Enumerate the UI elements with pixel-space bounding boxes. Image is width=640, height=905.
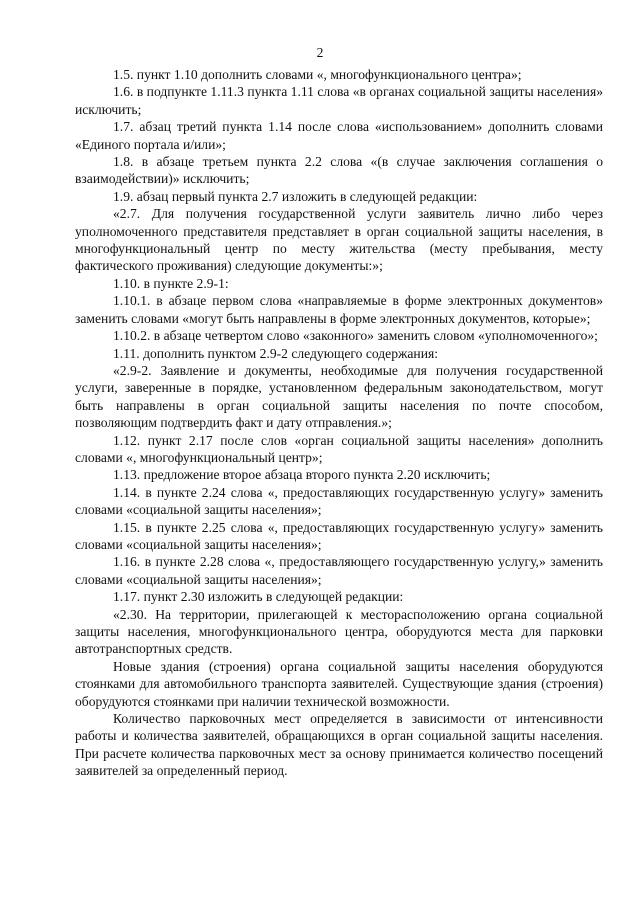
paragraph: 1.10.1. в абзаце первом слова «направляемые в форме электронных документов» заменить словами «могут быть направлены в форме электронных документов, которые»; [75,293,603,326]
paragraph: Количество парковочных мест определяется в зависимости от интенсивности работы и количества заявителей, обращающихся в орган социальной защиты населения. При расчете количества парковочных мест за основу принимается количество посещений заявителей за определенный период. [75,711,603,779]
paragraph: 1.9. абзац первый пункта 2.7 изложить в следующей редакции: [113,188,478,204]
paragraph: 1.14. в пункте 2.24 слова «, предоставляющих государственную услугу» заменить словами «социальной защиты населения»; [75,484,603,518]
paragraph: 1.6. в подпункте 1.11.3 пункта 1.11 слова «в органах социальной защиты населения» исключить; [75,84,603,117]
paragraph: 1.17. пункт 2.30 изложить в следующей редакции: [113,589,404,605]
paragraph: 1.12. пункт 2.17 после слов «орган социальной защиты населения» дополнить словами «, многофункциональный центр»; [75,432,603,465]
paragraph: Новые здания (строения) органа социальной защиты населения оборудуются стоянками для автомобильного транспорта заявителей. Существующие здания (строения) оборудуются стоянками при наличии технической возможности. [75,658,603,709]
paragraph: 1.15. в пункте 2.25 слова «, предоставляющих государственную услугу» заменить словами «социальной защиты населения»; [75,519,603,552]
paragraph: «2.30. На территории, прилегающей к месторасположению органа социальной защиты населения, многофункционального центра, оборудуются места для парковки автотранспортных средств. [75,606,603,657]
page-number: 2 [316,45,324,60]
paragraph: 1.16. в пункте 2.28 слова «, предоставляющего государственную услугу,» заменить словами «социальной защиты населения»; [75,554,603,587]
paragraph: 1.5. пункт 1.10 дополнить словами «, многофункционального центра»; [113,67,522,82]
paragraph: 1.7. абзац третий пункта 1.14 после слова «использованием» дополнить словами «Единого портала и/или»; [75,119,603,152]
paragraph: 1.8. в абзаце третьем пункта 2.2 слова «(в случае заключения соглашения о взаимодействии)» исключить; [75,154,603,187]
paragraph: 1.11. дополнить пунктом 2.9-2 следующего содержания: [113,345,439,361]
paragraph: 1.10.2. в абзаце четвертом слово «законного» заменить словом «уполномоченного»; [113,328,598,344]
paragraph: «2.9-2. Заявление и документы, необходимые для получения государственной услуги, заверенные в порядке, установленном федеральным законодательством, могут быть направлены в орган социальной защиты населения по почте способом, позволяющим подтвердить факт и дату отправления.»; [75,362,603,431]
paragraph: 1.10. в пункте 2.9-1: [113,275,229,291]
document-body [75,66,603,780]
paragraph: 1.13. предложение второе абзаца второго пункта 2.20 исключить; [113,467,491,483]
paragraph: «2.7. Для получения государственной услуги заявитель лично либо через уполномоченного представителя представляет в орган социальной защиты населения, в многофункциональный центр по месту жительства (месту пребывания, месту фактического проживания) следующие документы:»; [75,206,603,274]
